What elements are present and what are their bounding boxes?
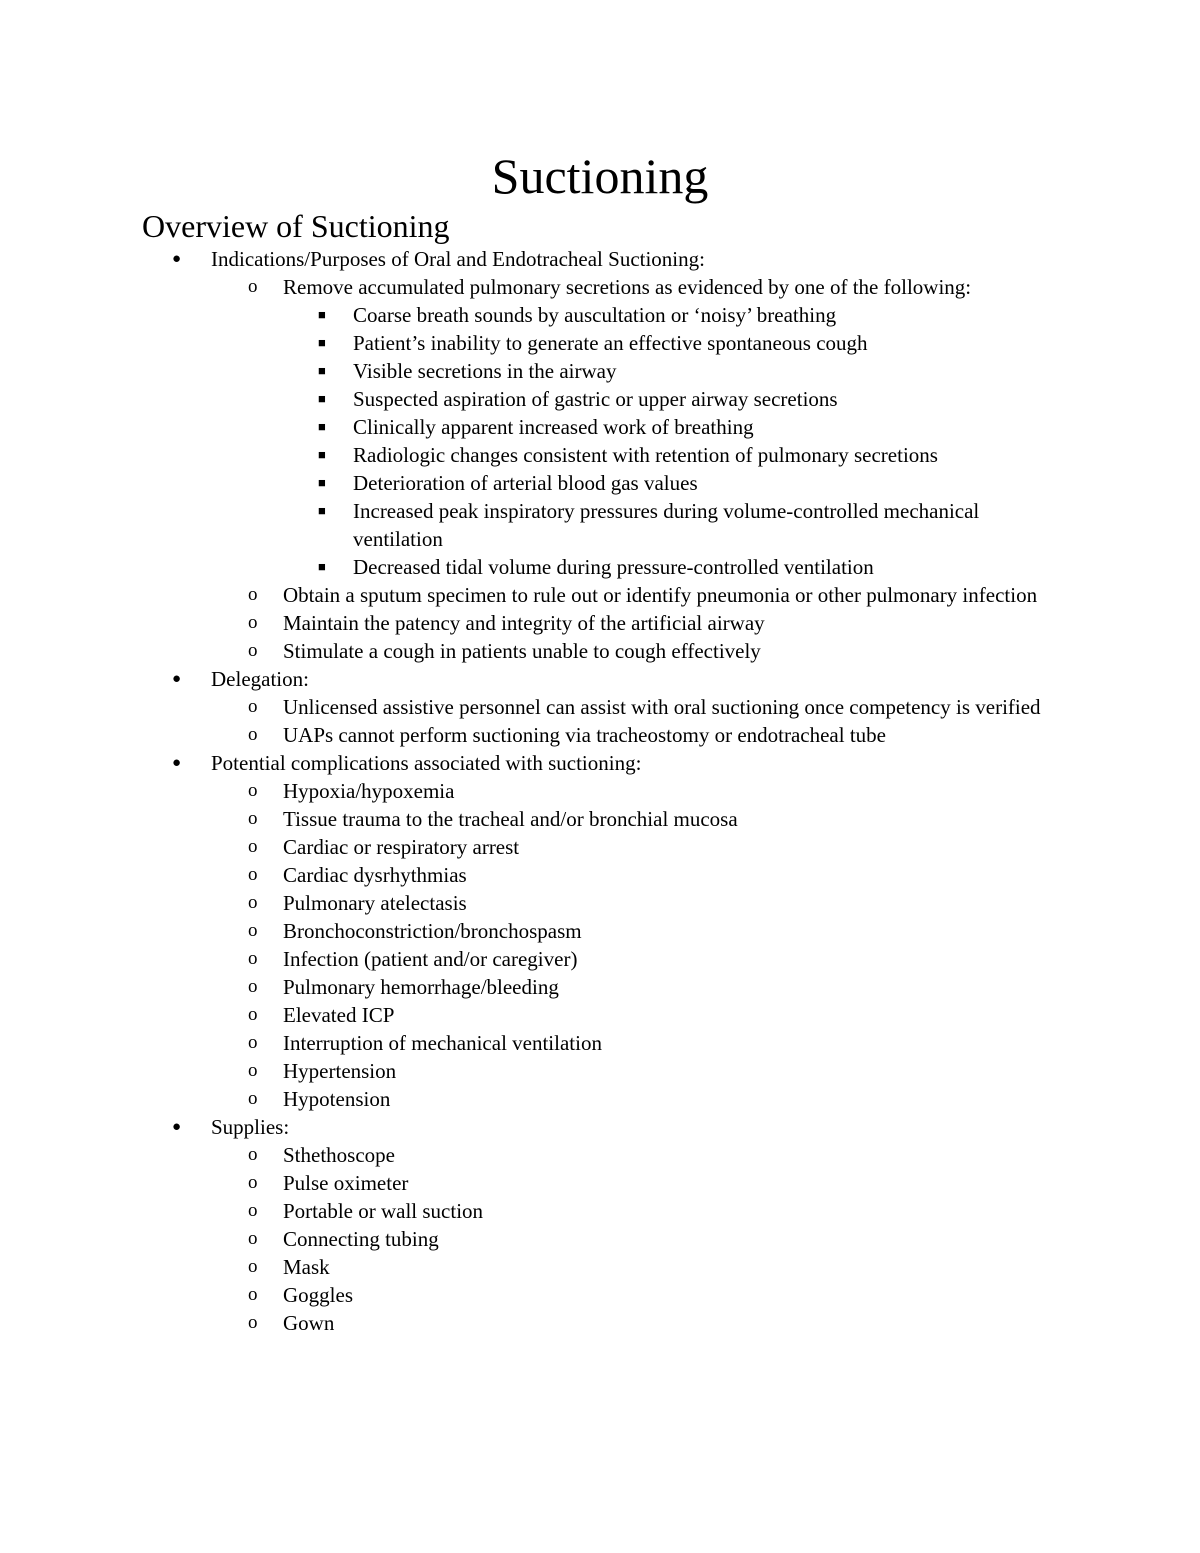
list-item-text: Connecting tubing — [283, 1227, 439, 1251]
list-item-text: Pulmonary hemorrhage/bleeding — [283, 975, 559, 999]
list-item-text: Radiologic changes consistent with retention of pulmonary secretions — [353, 443, 938, 467]
list-item — [0, 1281, 1068, 1309]
list-item-text: Remove accumulated pulmonary secretions as evidenced by one of the following: — [283, 275, 972, 299]
sub-list-item — [0, 301, 1068, 329]
bullet-marker-icon: o — [248, 892, 258, 913]
list-item — [0, 973, 1068, 1001]
list-item — [0, 1085, 1068, 1113]
bullet-marker-icon: o — [248, 1004, 258, 1025]
sub-list-item — [0, 497, 1068, 553]
bullet-marker-icon: o — [248, 1032, 258, 1053]
list-item — [0, 1001, 1068, 1029]
bullet-marker-icon: o — [248, 976, 258, 997]
bullet-marker-icon: o — [248, 780, 258, 801]
list-item-text: Pulse oximeter — [283, 1171, 409, 1195]
bullet-marker-icon: ■ — [318, 559, 326, 574]
list-item — [0, 917, 1068, 945]
list-item — [0, 805, 1068, 833]
list-item-text: Delegation: — [211, 667, 309, 691]
bullet-marker-icon: o — [248, 1200, 258, 1221]
list-item — [0, 833, 1068, 861]
sub-list-item — [0, 329, 1068, 357]
sub-list-item — [0, 441, 1068, 469]
list-item — [0, 1141, 1068, 1169]
bullet-marker-icon: o — [248, 1256, 258, 1277]
outline-list — [0, 245, 1200, 1337]
list-item-text: Hypotension — [283, 1087, 391, 1111]
bullet-marker-icon: ■ — [318, 335, 326, 350]
list-item-text: Maintain the patency and integrity of the artificial airway — [283, 611, 765, 635]
bullet-marker-icon: o — [248, 276, 258, 297]
list-item — [0, 777, 1068, 805]
bullet-marker-icon: o — [248, 1088, 258, 1109]
bullet-marker-icon: ■ — [318, 503, 326, 518]
bullet-marker-icon: o — [248, 864, 258, 885]
list-item-text: Bronchoconstriction/bronchospasm — [283, 919, 582, 943]
section-label — [0, 665, 1200, 693]
list-item — [0, 861, 1068, 889]
sub-list-item — [0, 413, 1068, 441]
list-item — [0, 1225, 1068, 1253]
list-item — [0, 273, 1068, 301]
list-item-text: Interruption of mechanical ventilation — [283, 1031, 602, 1055]
list-item-text: Clinically apparent increased work of breathing — [353, 415, 754, 439]
section-label — [0, 1113, 1200, 1141]
list-item-text: Indications/Purposes of Oral and Endotracheal Suctioning: — [211, 247, 705, 271]
list-item-text: Coarse breath sounds by auscultation or ‘noisy’ breathing — [353, 303, 837, 327]
list-item — [0, 889, 1068, 917]
list-item — [0, 1169, 1068, 1197]
bullet-marker-icon: o — [248, 1172, 258, 1193]
bullet-marker-icon: o — [248, 1060, 258, 1081]
bullet-marker-icon: ■ — [318, 391, 326, 406]
list-item-text: Portable or wall suction — [283, 1199, 484, 1223]
sub-list-item — [0, 469, 1068, 497]
bullet-marker-icon: ■ — [318, 363, 326, 378]
bullet-marker-icon: ● — [172, 251, 182, 267]
list-item — [0, 1057, 1068, 1085]
list-item-text: Infection (patient and/or caregiver) — [283, 947, 578, 971]
list-item-text: Hypertension — [283, 1059, 397, 1083]
list-item-text: Patient’s inability to generate an effective spontaneous cough — [353, 331, 868, 355]
bullet-marker-icon: o — [248, 696, 258, 717]
list-item — [0, 1253, 1068, 1281]
list-item-text: Visible secretions in the airway — [353, 359, 617, 383]
bullet-marker-icon: o — [248, 612, 258, 633]
bullet-marker-icon: o — [248, 1284, 258, 1305]
bullet-marker-icon: ■ — [318, 447, 326, 462]
bullet-marker-icon: o — [248, 1144, 258, 1165]
list-item-text: Deterioration of arterial blood gas values — [353, 471, 698, 495]
bullet-marker-icon: ● — [172, 1119, 182, 1135]
list-item-text: Cardiac or respiratory arrest — [283, 835, 520, 859]
section-heading: Overview of Suctioning — [142, 208, 450, 244]
list-item — [0, 945, 1068, 973]
list-item-text: Pulmonary atelectasis — [283, 891, 467, 915]
section-label — [0, 245, 1200, 273]
bullet-marker-icon: o — [248, 1312, 258, 1333]
list-item-text: Cardiac dysrhythmias — [283, 863, 467, 887]
bullet-marker-icon: ■ — [318, 475, 326, 490]
list-item-text: Hypoxia/hypoxemia — [283, 779, 455, 803]
list-item-text: Potential complications associated with suctioning: — [211, 751, 642, 775]
list-item-text: Elevated ICP — [283, 1003, 395, 1027]
sub-list-item — [0, 385, 1068, 413]
list-item-text: Sthethoscope — [283, 1143, 395, 1167]
bullet-marker-icon: o — [248, 920, 258, 941]
list-item — [0, 1197, 1068, 1225]
list-item-text: Suspected aspiration of gastric or upper airway secretions — [353, 387, 838, 411]
page-title: Suctioning — [491, 148, 709, 204]
bullet-marker-icon: o — [248, 584, 258, 605]
bullet-marker-icon: ● — [172, 671, 182, 687]
bullet-marker-icon: o — [248, 808, 258, 829]
list-item-text: Gown — [283, 1311, 335, 1335]
list-item-text: Decreased tidal volume during pressure-controlled ventilation — [353, 555, 874, 579]
sub-list-item — [0, 553, 1068, 581]
sub-list-item — [0, 357, 1068, 385]
bullet-marker-icon: o — [248, 1228, 258, 1249]
list-item — [0, 693, 1068, 721]
list-item — [0, 1309, 1068, 1337]
list-item-text: Mask — [283, 1255, 330, 1279]
list-item-text: Tissue trauma to the tracheal and/or bronchial mucosa — [283, 807, 738, 831]
list-item — [0, 581, 1068, 609]
list-item — [0, 609, 1068, 637]
list-item — [0, 637, 1068, 665]
bullet-marker-icon: o — [248, 724, 258, 745]
list-item-text: Goggles — [283, 1283, 353, 1307]
list-item-text: Obtain a sputum specimen to rule out or identify pneumonia or other pulmonary infection — [283, 583, 1038, 607]
list-item-text: Stimulate a cough in patients unable to cough effectively — [283, 639, 761, 663]
bullet-marker-icon: ● — [172, 755, 182, 771]
list-item-text: Unlicensed assistive personnel can assist with oral suctioning once competency is verified — [283, 695, 1041, 719]
bullet-marker-icon: ■ — [318, 307, 326, 322]
list-item-text: UAPs cannot perform suctioning via tracheostomy or endotracheal tube — [283, 723, 886, 747]
list-item — [0, 1029, 1068, 1057]
section-label — [0, 749, 1200, 777]
bullet-marker-icon: o — [248, 948, 258, 969]
list-item — [0, 721, 1068, 749]
list-item-text: Supplies: — [211, 1115, 290, 1139]
bullet-marker-icon: o — [248, 640, 258, 661]
list-item-text: Increased peak inspiratory pressures during volume-controlled mechanical ventilation — [353, 499, 980, 551]
bullet-marker-icon: o — [248, 836, 258, 857]
bullet-marker-icon: ■ — [318, 419, 326, 434]
